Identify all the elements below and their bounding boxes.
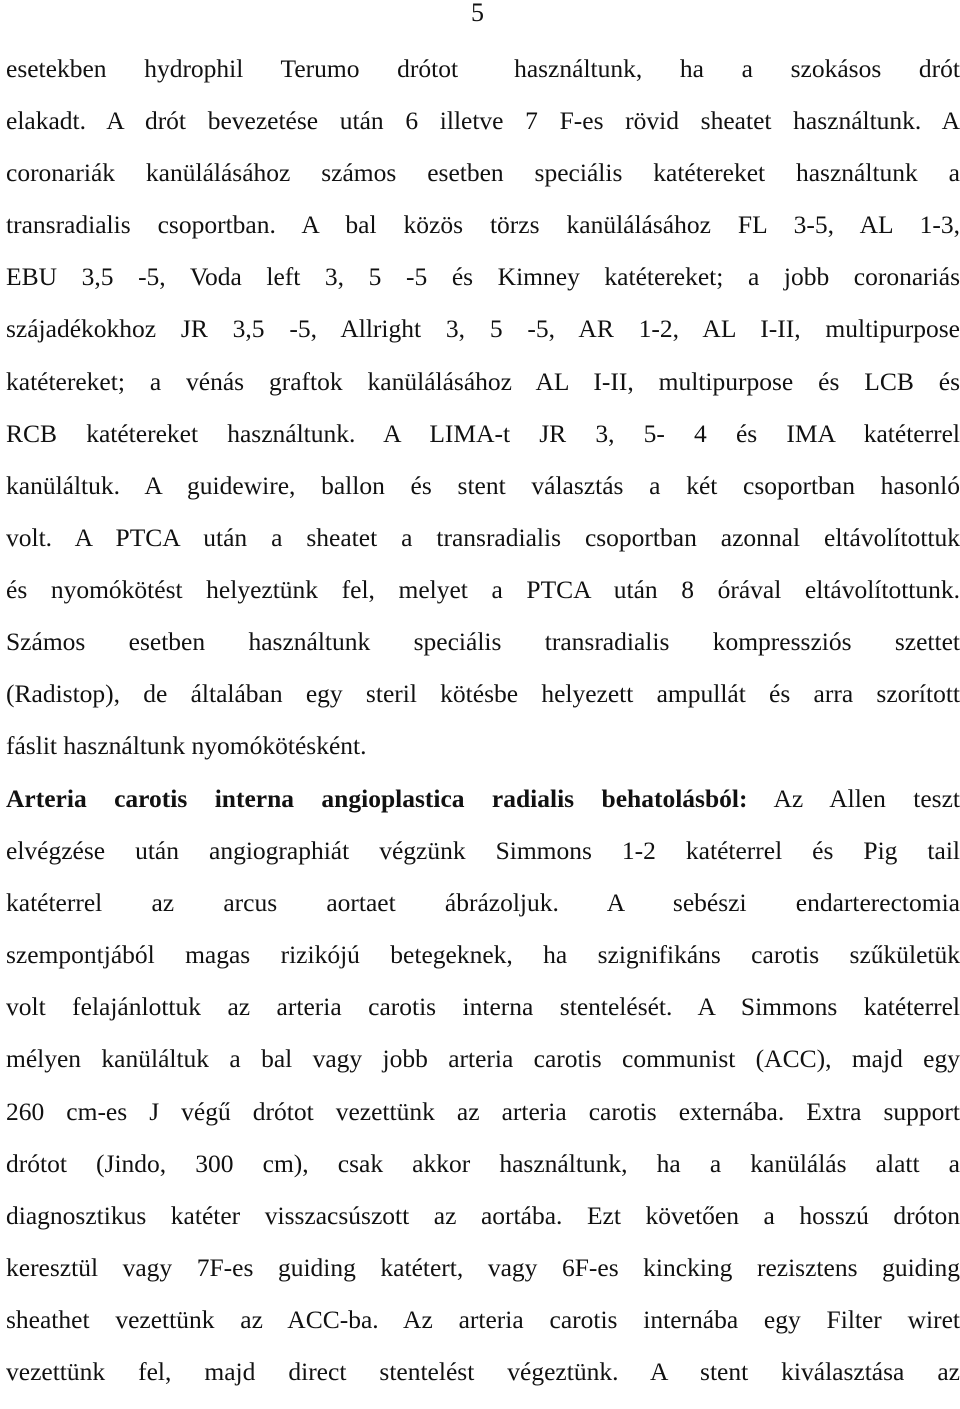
text-line: katéterrel az arcus aortaet ábrázoljuk. A sebészi endarterectomia bbox=[6, 888, 960, 918]
paragraph-carotis-angioplasty bbox=[6, 784, 960, 1409]
text-line: diagnosztikus katéter visszacsúszott az aortába. Ezt követően a hosszú dróton bbox=[6, 1200, 960, 1230]
text-line: katétereket; a vénás graftok kanülálásához AL I-II, multipurpose és LCB és bbox=[6, 366, 960, 396]
text-line: RCB katétereket használtunk. A LIMA-t JR 3, 5- 4 és IMA katéterrel bbox=[6, 418, 960, 448]
text-line: elakadt. A drót bevezetése után 6 illetve 7 F-es rövid sheatet használtunk. A bbox=[6, 106, 960, 136]
text-line: Számos esetben használtunk speciális transradialis kompressziós szettet bbox=[6, 627, 960, 657]
text-line: (Radistop), de általában egy steril kötésbe helyezett ampullát és arra szorított bbox=[6, 679, 960, 709]
section-heading: Arteria carotis interna angioplastica radialis behatolásból: bbox=[6, 784, 748, 813]
text-line: EBU 3,5 -5, Voda left 3, 5 -5 és Kimney katétereket; a jobb coronariás bbox=[6, 262, 960, 292]
text-line: volt felajánlottuk az arteria carotis interna stentelését. A Simmons katéterrel bbox=[6, 992, 960, 1022]
paragraph-methods-catheters bbox=[6, 54, 960, 783]
text-line: kanüláltuk. A guidewire, ballon és stent választás a két csoportban hasonló bbox=[6, 470, 960, 500]
page-number: 5 bbox=[471, 0, 484, 27]
text-line: transradialis csoportban. A bal közös törzs kanülálásához FL 3-5, AL 1-3, bbox=[6, 210, 960, 240]
text-line: 260 cm-es J végű drótot vezettünk az arteria carotis externába. Extra support bbox=[6, 1096, 960, 1126]
text-line: volt. A PTCA után a sheatet a transradialis csoportban azonnal eltávolítottuk bbox=[6, 522, 960, 552]
text-line: és nyomókötést helyeztünk fel, melyet a PTCA után 8 órával eltávolítottunk. bbox=[6, 574, 960, 604]
text-line: sheathet vezettünk az ACC-ba. Az arteria carotis internába egy Filter wiret bbox=[6, 1304, 960, 1334]
text-line: szájadékokhoz JR 3,5 -5, Allright 3, 5 -5, AR 1-2, AL I-II, multipurpose bbox=[6, 314, 960, 344]
text-line: fáslit használtunk nyomókötésként. bbox=[6, 731, 367, 761]
text-line: esetekben hydrophil Terumo drótot használtunk, ha a szokásos drót bbox=[6, 54, 960, 83]
text-line: keresztül vagy 7F-es guiding katétert, vagy 6F-es kincking rezisztens guiding bbox=[6, 1252, 960, 1282]
text-line: mélyen kanüláltuk a bal vagy jobb arteria carotis communist (ACC), majd egy bbox=[6, 1044, 960, 1074]
text-line: drótot (Jindo, 300 cm), csak akkor használtunk, ha a kanülálás alatt a bbox=[6, 1148, 960, 1178]
text-line: elvégzése után angiographiát végzünk Simmons 1-2 katéterrel és Pig tail bbox=[6, 836, 960, 866]
text-line: coronariák kanülálásához számos esetben speciális katétereket használtunk a bbox=[6, 158, 960, 188]
text-line: vezettünk fel, majd direct stentelést végeztünk. A stent kiválasztása az bbox=[6, 1357, 960, 1387]
text-line: szempontjából magas rizikójú betegeknek, ha szignifikáns carotis szűkületük bbox=[6, 940, 960, 970]
text-line: Arteria carotis interna angioplastica radialis behatolásból: Az Allen teszt bbox=[6, 784, 960, 813]
